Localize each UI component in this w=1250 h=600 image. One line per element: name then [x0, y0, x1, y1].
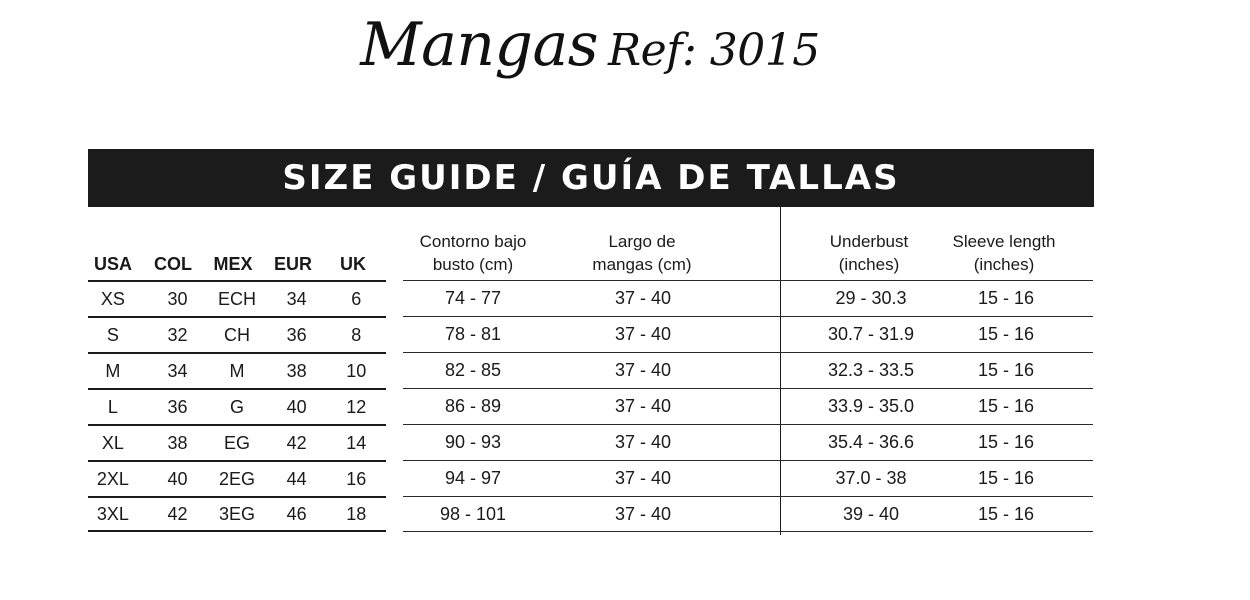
cell-underbust: 32.3 - 33.5 [827, 360, 915, 380]
cell-sleeve: 15 - 16 [977, 432, 1035, 452]
cell-eur: 36 [286, 324, 307, 345]
cell-largo: 37 - 40 [614, 396, 672, 416]
cell-contorno: 74 - 77 [444, 288, 502, 308]
table-row [403, 460, 1093, 496]
cell-underbust: 39 - 40 [842, 503, 900, 524]
cell-usa: L [107, 396, 118, 417]
cell-uk: 8 [351, 324, 362, 345]
cell-eur: 42 [286, 432, 307, 453]
cell-uk: 12 [346, 396, 367, 417]
cell-mex: M [229, 360, 245, 381]
header-mex: MEX [213, 254, 253, 274]
cell-contorno: 94 - 97 [444, 468, 502, 488]
cell-contorno: 78 - 81 [444, 324, 502, 344]
header-eur: EUR [273, 254, 312, 274]
table-row [403, 352, 1093, 388]
cell-eur: 38 [286, 360, 307, 381]
cell-eur: 34 [286, 288, 307, 309]
cell-uk: 18 [346, 503, 367, 524]
header-sleeve: Sleeve length (inches) [952, 232, 1056, 274]
table-row [88, 352, 386, 388]
cell-usa: XL [101, 432, 124, 453]
table-row [403, 316, 1093, 352]
cell-eur: 44 [286, 468, 307, 489]
cell-contorno: 86 - 89 [444, 396, 502, 416]
cell-mex: ECH [218, 288, 257, 309]
cell-uk: 6 [351, 288, 362, 309]
cell-contorno: 98 - 101 [439, 503, 507, 524]
cell-largo: 37 - 40 [614, 360, 672, 380]
cell-uk: 16 [346, 468, 367, 489]
cell-mex: 2EG [219, 468, 256, 489]
size-equivalence-table [88, 280, 386, 532]
cell-contorno: 90 - 93 [444, 432, 502, 452]
header-contorno: Contorno bajo busto (cm) [419, 232, 527, 274]
cell-col: 42 [167, 503, 188, 524]
cell-sleeve: 15 - 16 [977, 324, 1035, 344]
cell-underbust: 37.0 - 38 [835, 468, 907, 488]
page-title [0, 10, 1180, 80]
table-row [403, 496, 1093, 532]
cell-eur: 40 [286, 396, 307, 417]
cell-usa: 2XL [96, 468, 129, 489]
cell-contorno: 82 - 85 [444, 360, 502, 380]
header-uk: UK [340, 254, 366, 274]
cell-mex: G [230, 396, 245, 417]
table-row [88, 496, 386, 532]
cell-largo: 37 - 40 [614, 288, 672, 308]
table-row [88, 280, 386, 316]
size-guide-banner: SIZE GUIDE / GUÍA DE TALLAS [88, 149, 1094, 207]
cell-col: 40 [167, 468, 188, 489]
cell-mex: EG [224, 432, 251, 453]
header-col: COL [154, 254, 192, 274]
cell-largo: 37 - 40 [614, 432, 672, 452]
measurements-table [403, 280, 1093, 532]
cell-usa: XS [100, 288, 125, 309]
cell-col: 34 [167, 360, 188, 381]
cell-sleeve: 15 - 16 [977, 396, 1035, 416]
cell-underbust: 33.9 - 35.0 [827, 396, 915, 416]
cell-sleeve: 15 - 16 [977, 360, 1035, 380]
cell-largo: 37 - 40 [614, 468, 672, 488]
table-row [88, 388, 386, 424]
cell-col: 32 [167, 324, 188, 345]
cell-sleeve: 15 - 16 [977, 288, 1035, 308]
cell-uk: 14 [346, 432, 367, 453]
table-row [88, 460, 386, 496]
header-underbust: Underbust (inches) [829, 232, 909, 274]
cell-col: 30 [167, 288, 188, 309]
cell-sleeve: 15 - 16 [977, 468, 1035, 488]
product-name: Mangas [360, 10, 599, 80]
cell-usa: M [105, 360, 121, 381]
cell-largo: 37 - 40 [614, 324, 672, 344]
cell-uk: 10 [346, 360, 367, 381]
cell-largo: 37 - 40 [614, 503, 672, 524]
cell-col: 36 [167, 396, 188, 417]
table-row [88, 316, 386, 352]
table-row [403, 280, 1093, 316]
cell-mex: 3EG [219, 503, 256, 524]
header-largo: Largo de mangas (cm) [592, 232, 692, 274]
cell-usa: 3XL [96, 503, 129, 524]
table-row [403, 424, 1093, 460]
cell-usa: S [106, 324, 119, 345]
header-usa: USA [93, 254, 132, 274]
table-row [88, 424, 386, 460]
table-row [403, 388, 1093, 424]
product-ref: Ref: 3015 [608, 25, 820, 76]
cell-underbust: 30.7 - 31.9 [827, 324, 915, 344]
cell-underbust: 35.4 - 36.6 [827, 432, 915, 452]
cell-sleeve: 15 - 16 [977, 503, 1035, 524]
cell-mex: CH [224, 324, 251, 345]
cell-col: 38 [167, 432, 188, 453]
cell-eur: 46 [286, 503, 307, 524]
cell-underbust: 29 - 30.3 [835, 288, 907, 308]
